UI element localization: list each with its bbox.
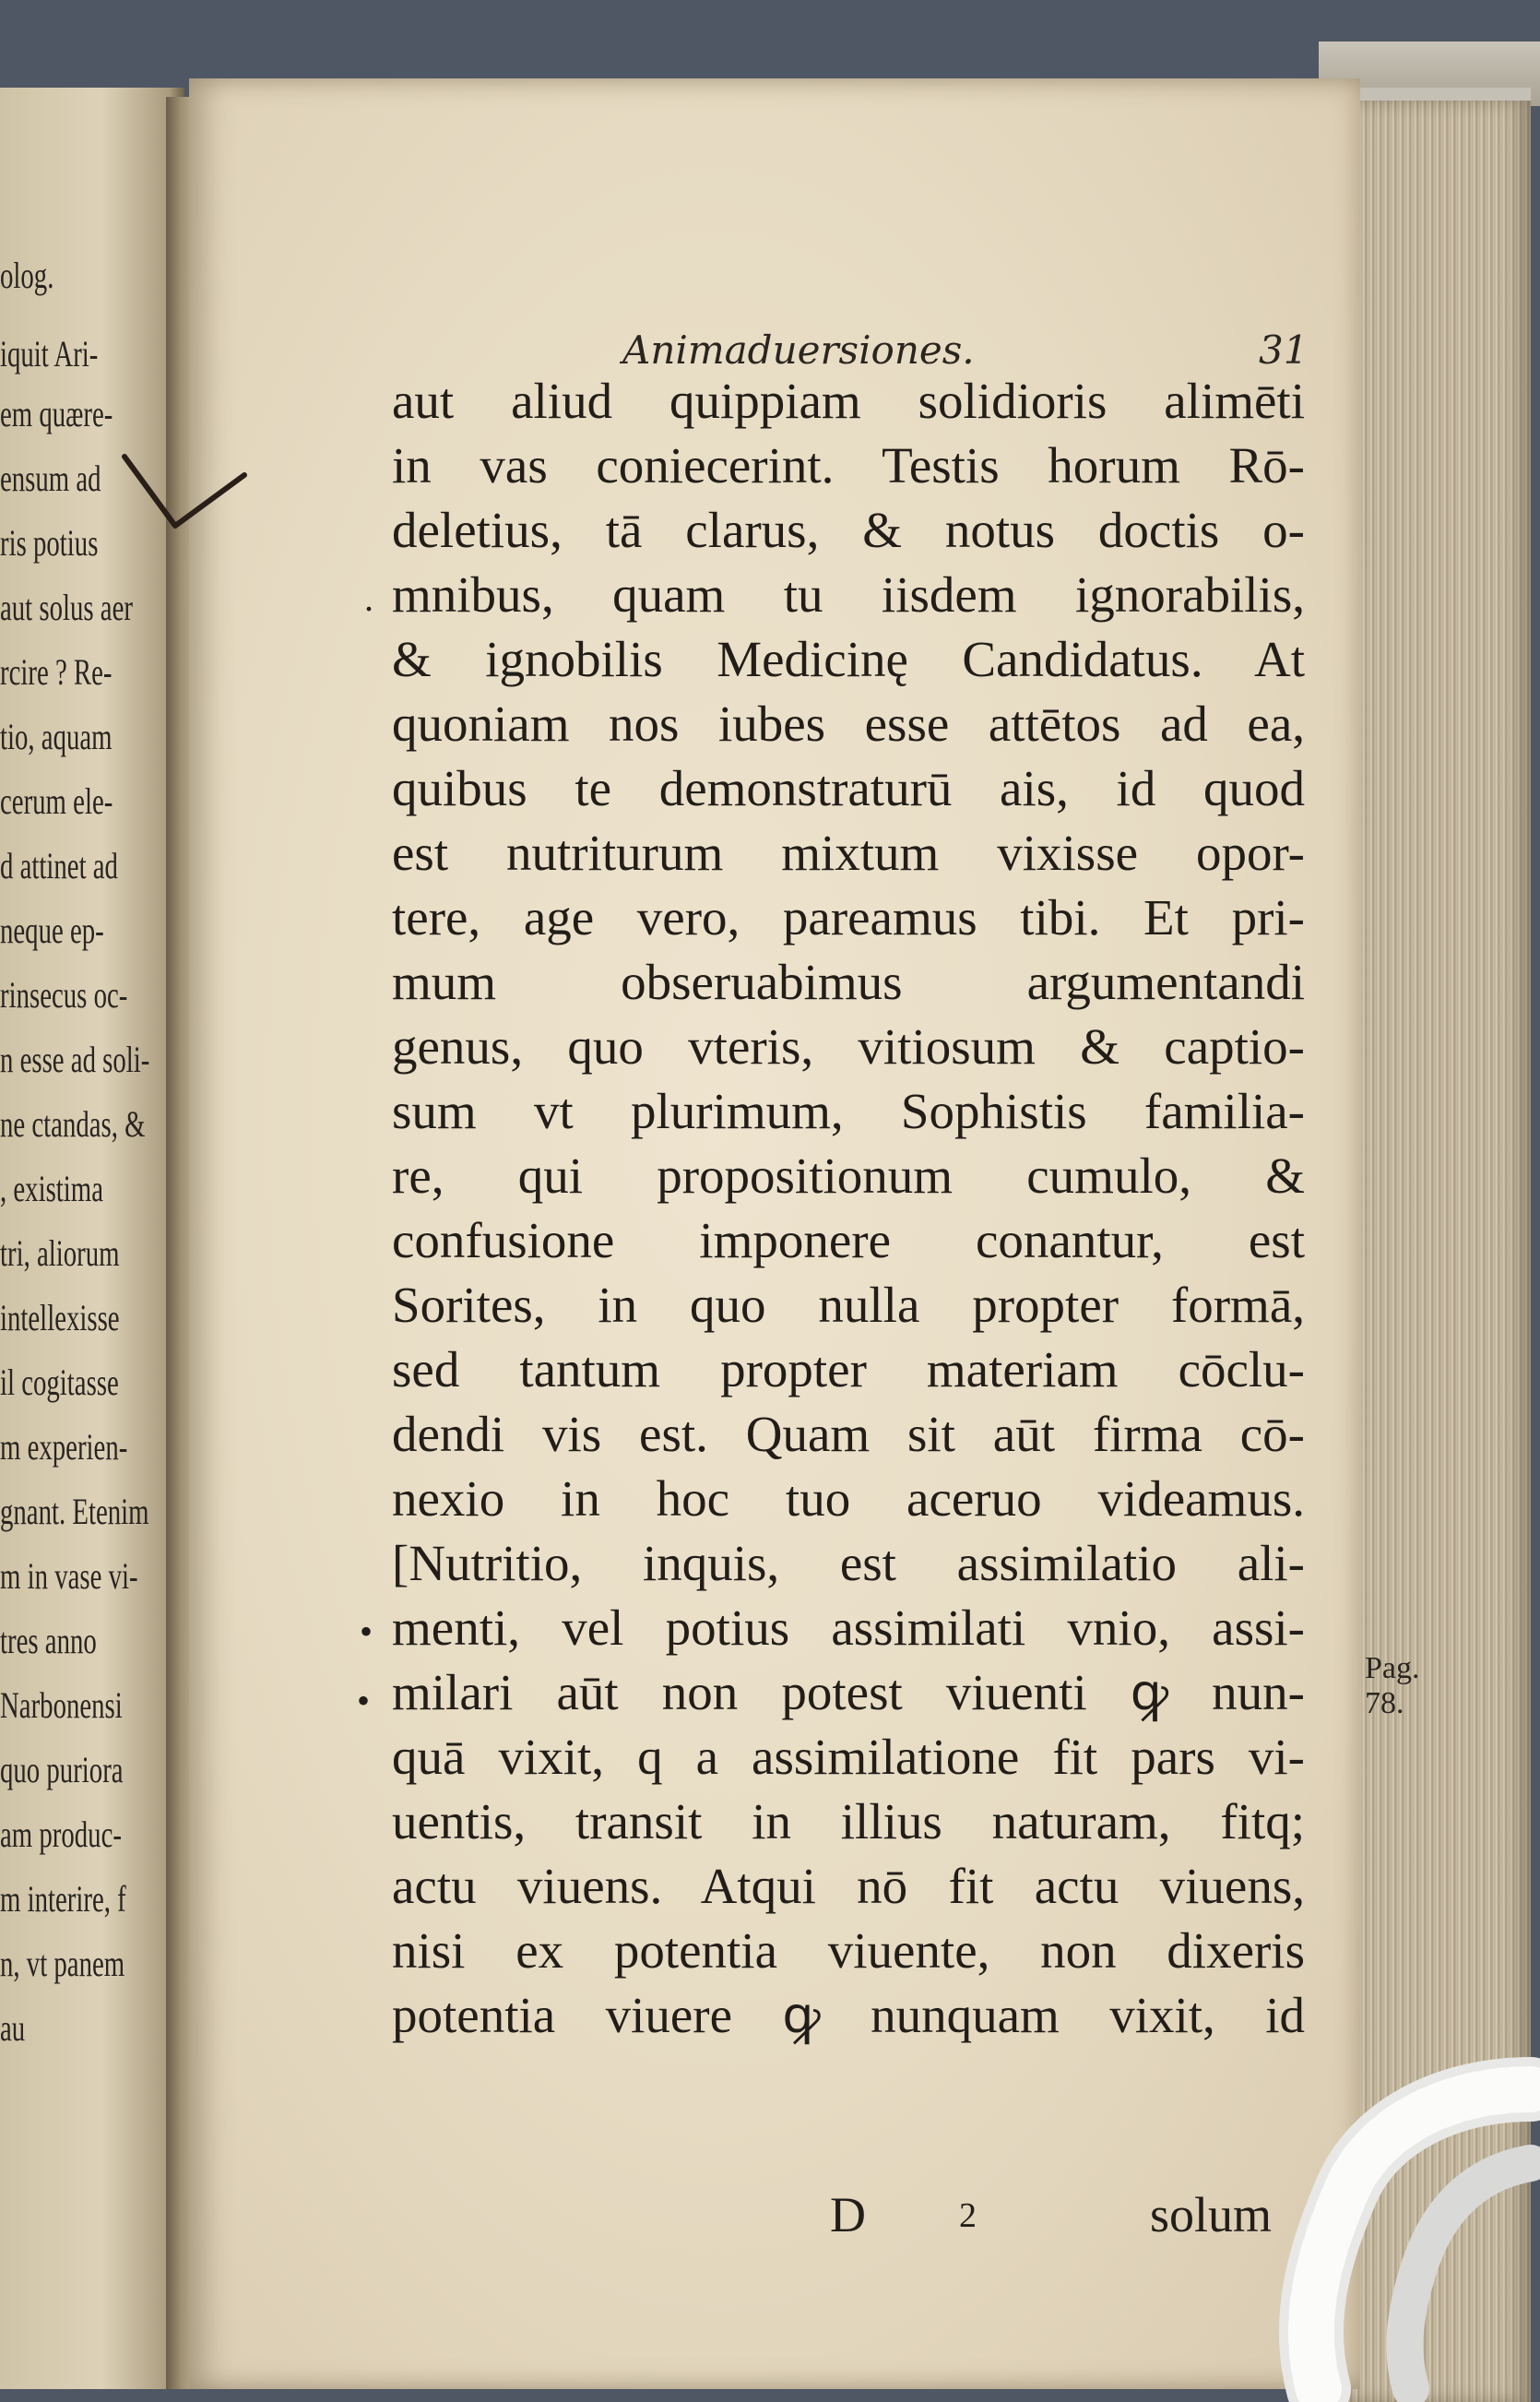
text-line: quā vixit, q a assimilatione fit pars vi- — [392, 1729, 1305, 1785]
text-line: & ignobilis Medicinę Candidatus. At — [392, 631, 1305, 687]
left-page-line: em quære- — [0, 393, 113, 434]
text-line: sum vt plurimum, Sophistis familia- — [392, 1083, 1305, 1139]
right-page — [189, 78, 1420, 2389]
page-number: 31 — [1259, 327, 1309, 373]
left-page-line: il cogitasse — [0, 1362, 119, 1403]
text-line: sed tantum propter materiam cōclu- — [392, 1341, 1305, 1397]
text-line: milari aūt non potest viuenti ꝙ nun- — [392, 1664, 1305, 1720]
left-page-line: au — [0, 2007, 26, 2049]
left-page-line: tio, aquam — [0, 716, 113, 757]
left-page-line: m experien- — [0, 1426, 128, 1468]
catchword: solum — [1150, 2187, 1273, 2242]
left-page-line: Narbonensi — [0, 1684, 123, 1726]
text-line: uentis, transit in illius naturam, fitq; — [392, 1793, 1305, 1849]
left-page-line: cerum ele- — [0, 780, 113, 822]
text-line: nisi ex potentia viuente, non dixeris — [392, 1922, 1305, 1979]
left-page-line: n, vt panem — [0, 1943, 125, 1984]
text-line: [Nutritio, inquis, est assimilatio ali- — [392, 1535, 1305, 1591]
text-line: re, qui propositionum cumulo, & — [392, 1147, 1305, 1204]
left-page-line: am produc- — [0, 1813, 122, 1855]
text-line: potentia viuere ꝙ nunquam vixit, id — [392, 1987, 1305, 2043]
text-line: quibus te demonstraturū ais, id quod — [392, 760, 1305, 816]
left-page-line: tri, aliorum — [0, 1232, 120, 1274]
left-page-line: neque ep- — [0, 910, 104, 951]
book — [0, 42, 1531, 2389]
left-page-line: ris potius — [0, 522, 99, 564]
left-page — [0, 88, 184, 2389]
pen-checkmark-icon — [124, 447, 254, 558]
text-line: est nutriturum mixtum vixisse opor- — [392, 825, 1305, 881]
text-line: genus, quo vteris, vitiosum & captio- — [392, 1018, 1305, 1075]
left-page-line: ensum ad — [0, 458, 101, 499]
left-page-line: olog. — [0, 255, 54, 296]
left-page-line: , existima — [0, 1168, 103, 1209]
margin-bullet: • — [360, 1611, 373, 1652]
left-page-line: iquit Ari- — [0, 333, 99, 375]
ribbon-bookmark-icon — [1263, 2052, 1531, 2389]
left-page-line: quo puriora — [0, 1749, 124, 1790]
text-line: quoniam nos iubes esse attētos ad ea, — [392, 696, 1305, 752]
signature-number: 2 — [959, 2196, 977, 2235]
text-line: mum obseruabimus argumentandi — [392, 954, 1305, 1010]
left-page-line: rcire ? Re- — [0, 651, 113, 693]
text-line: aut aliud quippiam solidioris alimēti — [392, 373, 1305, 429]
text-line: confusione imponere conantur, est — [392, 1212, 1305, 1268]
left-page-line: rinsecus oc- — [0, 974, 128, 1016]
text-line: in vas coniecerint. Testis horum Rō- — [392, 437, 1305, 493]
text-line: Sorites, in quo nulla propter formā, — [392, 1277, 1305, 1333]
left-page-line: tres anno — [0, 1620, 97, 1661]
margin-note: Pag. 78. — [1365, 1651, 1420, 1720]
text-line: deletius, tā clarus, & notus doctis o- — [392, 502, 1305, 558]
left-page-line: n esse ad soli- — [0, 1039, 150, 1080]
text-line: mnibus, quam tu iisdem ignorabilis, — [392, 566, 1305, 623]
left-page-line: aut solus aer — [0, 587, 133, 628]
text-line: dendi vis est. Quam sit aūt firma cō- — [392, 1406, 1305, 1462]
left-page-line: gnant. Etenim — [0, 1491, 149, 1532]
left-page-line: ne ctandas, & — [0, 1103, 146, 1145]
text-line: nexio in hoc tuo aceruo videamus. — [392, 1470, 1305, 1527]
left-page-line: m interire, f — [0, 1878, 126, 1920]
signature-mark: D — [830, 2187, 866, 2242]
left-page-line: intellexisse — [0, 1297, 120, 1338]
margin-dot: . — [364, 577, 373, 619]
running-head: Animaduersiones. — [622, 327, 975, 373]
left-page-line: d attinet ad — [0, 845, 118, 886]
text-line: menti, vel potius assimilati vnio, assi- — [392, 1599, 1305, 1656]
text-line: tere, age vero, pareamus tibi. Et pri- — [392, 889, 1305, 945]
left-page-line: m in vase vi- — [0, 1555, 138, 1597]
text-line: actu viuens. Atqui nō fit actu viuens, — [392, 1858, 1305, 1914]
margin-bullet: • — [357, 1680, 371, 1721]
